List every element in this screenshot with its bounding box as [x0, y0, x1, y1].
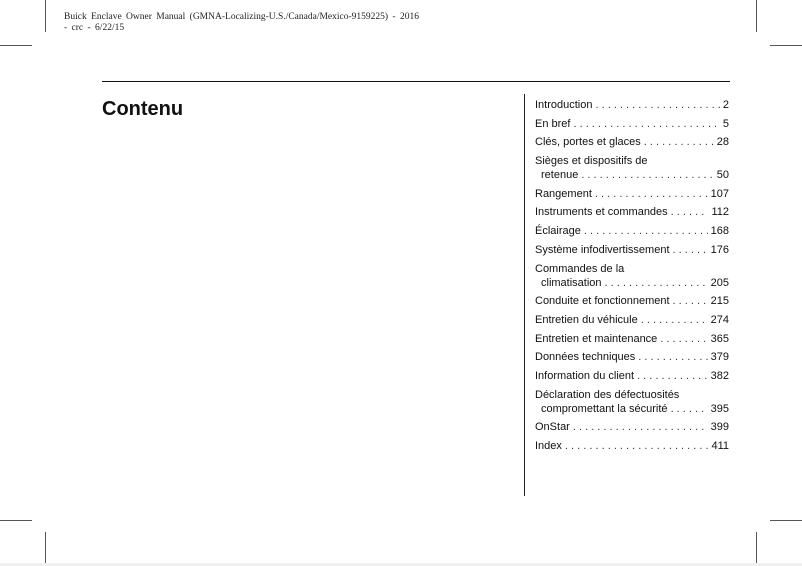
- toc-leader-dots: [573, 117, 719, 131]
- toc-entry-page: 107: [710, 187, 729, 200]
- toc-leader-dots: [581, 168, 713, 182]
- crop-mark: [770, 520, 802, 521]
- toc-entry[interactable]: [535, 187, 729, 201]
- toc-leader-dots: [595, 187, 708, 201]
- toc-entry[interactable]: [535, 332, 729, 346]
- toc-entry-page: 379: [710, 351, 729, 364]
- toc-entry-label: Éclairage: [535, 225, 581, 238]
- toc-leader-dots: [637, 369, 708, 383]
- toc-entry-page: 365: [710, 332, 729, 345]
- toc-entry-label: Index: [535, 440, 562, 452]
- table-of-contents: [535, 98, 729, 458]
- header-note: Buick Enclave Owner Manual (GMNA-Localizing-U.S./Canada/Mexico-9159225) - 2016 - crc - 6/22/15: [64, 12, 419, 33]
- toc-leader-dots: [660, 332, 707, 346]
- toc-entry[interactable]: [535, 154, 729, 182]
- toc-entry[interactable]: [535, 224, 729, 238]
- toc-entry-page: 176: [710, 243, 729, 256]
- toc-entry[interactable]: [535, 313, 729, 327]
- toc-leader-dots: [673, 294, 708, 308]
- toc-leader-dots: [584, 224, 708, 238]
- toc-entry-page: 112: [711, 206, 729, 219]
- toc-entry[interactable]: [535, 369, 729, 383]
- toc-leader-dots: [638, 350, 707, 364]
- crop-mark: [0, 45, 32, 46]
- toc-entry-label: OnStar: [535, 421, 570, 434]
- toc-entry-label: Rangement: [535, 187, 592, 200]
- toc-entry-page: 395: [710, 402, 729, 415]
- toc-entry-page: 2: [722, 99, 729, 111]
- toc-entry[interactable]: [535, 135, 729, 149]
- toc-entry[interactable]: [535, 205, 729, 219]
- toc-entry[interactable]: [535, 294, 729, 308]
- toc-leader-dots: [671, 402, 708, 416]
- toc-entry-label: Clés, portes et glaces: [535, 136, 641, 149]
- crop-mark: [0, 520, 32, 521]
- toc-entry-label: Entretien du véhicule: [535, 313, 638, 326]
- toc-leader-dots: [573, 420, 708, 434]
- toc-entry-label: Instruments et commandes: [535, 206, 668, 219]
- toc-entry-label: Conduite et fonctionnement: [535, 295, 670, 308]
- toc-entry[interactable]: [535, 262, 729, 290]
- toc-entry-label: En bref: [535, 117, 571, 130]
- toc-entry-page: 205: [710, 276, 729, 289]
- crop-mark: [45, 532, 46, 564]
- page-title: Contenu: [102, 98, 184, 120]
- toc-entry-page: 411: [711, 440, 729, 452]
- toc-entry-label: retenue: [541, 169, 579, 182]
- toc-entry-label: Données techniques: [535, 351, 636, 364]
- crop-mark: [756, 0, 757, 32]
- toc-entry-page: 399: [710, 421, 729, 434]
- toc-entry[interactable]: [535, 350, 729, 364]
- toc-entry-page: 28: [716, 136, 729, 149]
- top-rule: [102, 81, 730, 82]
- toc-entry-label: Système infodivertissement: [535, 243, 670, 256]
- toc-entry-page: 50: [716, 169, 729, 182]
- toc-entry-label: compromettant la sécurité: [541, 402, 668, 415]
- toc-entry[interactable]: [535, 388, 729, 416]
- toc-entry-label: Introduction: [535, 99, 593, 111]
- crop-mark: [770, 45, 802, 46]
- toc-leader-dots: [673, 243, 708, 257]
- column-divider: [524, 94, 525, 496]
- toc-leader-dots: [641, 313, 708, 327]
- toc-entry-page: 274: [710, 313, 729, 326]
- toc-entry-page: 168: [710, 225, 729, 238]
- toc-entry-page: 5: [722, 117, 729, 130]
- toc-entry[interactable]: [535, 439, 729, 453]
- toc-leader-dots: [565, 439, 709, 453]
- toc-leader-dots: [595, 98, 719, 112]
- toc-entry-label: Information du client: [535, 369, 635, 382]
- toc-entry[interactable]: [535, 420, 729, 434]
- toc-entry-label: Entretien et maintenance: [535, 332, 658, 345]
- toc-entry[interactable]: [535, 243, 729, 257]
- toc-leader-dots: [605, 276, 708, 290]
- toc-entry-label-line1: Commandes de la: [535, 262, 625, 275]
- toc-entry[interactable]: [535, 98, 729, 112]
- toc-leader-dots: [671, 205, 709, 219]
- toc-entry-label: climatisation: [541, 276, 602, 289]
- toc-leader-dots: [644, 135, 714, 149]
- crop-mark: [756, 532, 757, 564]
- toc-entry-label-line1: Déclaration des défectuosités: [535, 388, 680, 401]
- crop-mark: [45, 0, 46, 32]
- toc-entry-page: 215: [710, 295, 729, 308]
- toc-entry-page: 382: [710, 369, 729, 382]
- toc-entry[interactable]: [535, 117, 729, 131]
- toc-entry-label-line1: Sièges et dispositifs de: [535, 155, 648, 168]
